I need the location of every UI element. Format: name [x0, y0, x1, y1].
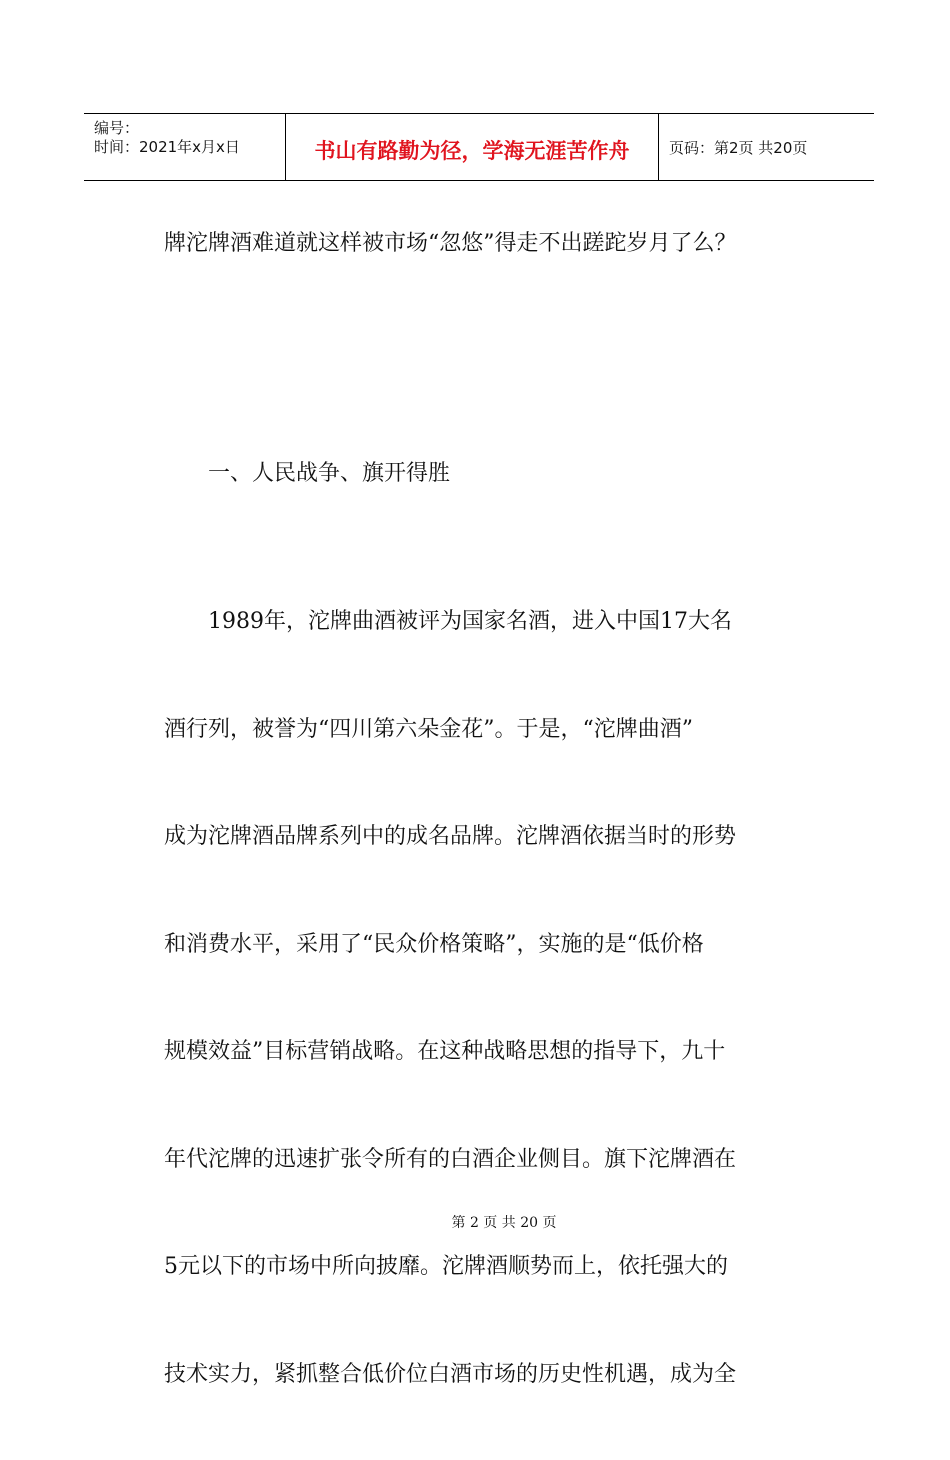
section-heading: 一、人民战争、旗开得胜 — [208, 461, 451, 486]
paragraph-line: 1989年，沱牌曲酒被评为国家名酒，进入中国17大名 — [208, 609, 732, 634]
page-footer: 第 2 页 共 20 页 — [451, 1215, 557, 1231]
paragraph-line: 酒行列，被誉为“四川第六朵金花”。于是，“沱牌曲酒” — [164, 716, 693, 742]
continued-text-line: 牌沱牌酒难道就这样被市场“忽悠”得走不出蹉跎岁月了么？ — [164, 231, 737, 256]
document-time-label: 时间：2021年x月x日 — [94, 138, 240, 156]
document-body — [164, 222, 804, 1460]
header-motto: 书山有路勤为径，学海无涯苦作舟 — [286, 114, 659, 180]
document-header — [84, 113, 874, 181]
paragraph-line: 5元以下的市场中所向披靡。沱牌酒顺势而上，依托强大的 — [164, 1254, 728, 1279]
document-number-label: 编号： — [94, 119, 140, 137]
paragraph-line: 规模效益”目标营销战略。在这种战略思想的指导下，九十 — [164, 1039, 726, 1064]
paragraph-line: 技术实力，紧抓整合低价位白酒市场的历史性机遇，成为全 — [164, 1361, 737, 1387]
body-paragraph — [164, 600, 804, 1397]
paragraph-line: 年代沱牌的迅速扩张令所有的白酒企业侧目。旗下沱牌酒在 — [164, 1146, 737, 1172]
paragraph-line: 和消费水平，采用了“民众价格策略”，实施的是“低价格 — [164, 931, 704, 957]
paragraph-line: 成为沱牌酒品牌系列中的成名品牌。沱牌酒依据当时的形势 — [164, 824, 737, 849]
header-page-info: 页码：第2页 共20页 — [669, 138, 808, 157]
header-meta — [84, 114, 286, 180]
